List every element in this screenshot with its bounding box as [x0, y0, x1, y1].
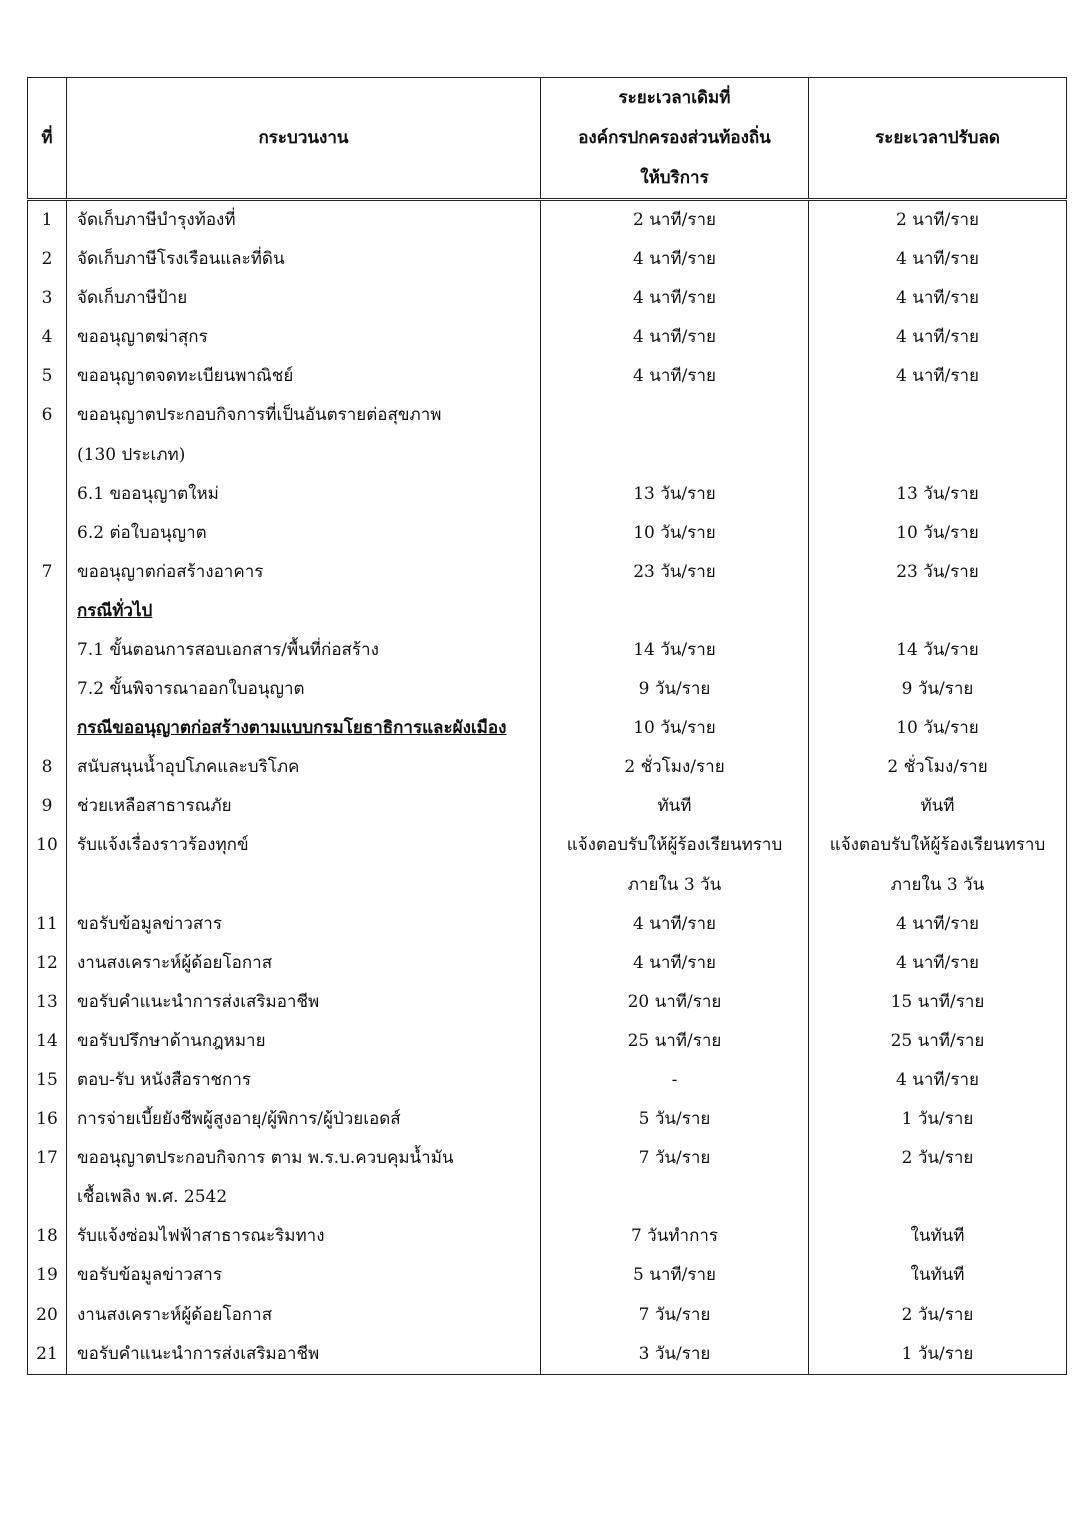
row-number-text: 12	[36, 952, 58, 973]
row-process-text: จัดเก็บภาษีบำรุงท้องที่	[77, 210, 236, 230]
row-reduced-time	[809, 396, 1067, 435]
row-reduced-time-text: 2 วัน/ราย	[901, 1304, 974, 1325]
row-number-text: 17	[36, 1148, 58, 1169]
header-process: กระบวนงาน	[67, 78, 541, 200]
row-original-time-text: -	[671, 1070, 678, 1091]
row-reduced-time	[809, 670, 1067, 709]
row-process-text: ช่วยเหลือสาธารณภัย	[77, 796, 232, 817]
row-process-text: ขออนุญาตประกอบกิจการที่เป็นอันตรายต่อสุขภาพ	[77, 405, 442, 426]
row-original-time-text: 7 วันทำการ	[630, 1226, 719, 1247]
row-original-time	[541, 592, 809, 631]
row-original-time	[541, 318, 809, 357]
row-reduced-time	[809, 592, 1067, 631]
header-original-time	[541, 78, 809, 200]
row-original-time-text: 5 วัน/ราย	[638, 1109, 711, 1130]
row-reduced-time-text: ภายใน 3 วัน	[890, 874, 985, 895]
row-number	[28, 1296, 67, 1335]
row-process-text: ขอรับข้อมูลข่าวสาร	[77, 1265, 222, 1286]
row-reduced-time	[809, 1100, 1067, 1139]
row-reduced-time-text: 4 นาที/ราย	[896, 327, 979, 348]
row-reduced-time	[809, 748, 1067, 787]
row-original-time	[541, 826, 809, 865]
row-reduced-time	[809, 553, 1067, 592]
row-number-text: 21	[36, 1343, 58, 1364]
row-original-time-text: ทันที	[657, 796, 692, 817]
row-reduced-time-text: 2 วัน/ราย	[901, 1148, 974, 1169]
row-original-time	[541, 944, 809, 983]
row-process	[67, 787, 541, 826]
row-original-time	[541, 866, 809, 905]
row-number-text: 20	[36, 1304, 58, 1325]
row-reduced-time-text: 4 นาที/ราย	[896, 366, 979, 387]
table-body	[28, 200, 1067, 1375]
row-reduced-time	[809, 1296, 1067, 1335]
row-reduced-time	[809, 826, 1067, 865]
row-reduced-time	[809, 240, 1067, 279]
row-process	[67, 1296, 541, 1335]
row-process-text: 7.2 ขั้นพิจารณาออกใบอนุญาต	[77, 679, 305, 700]
row-original-time	[541, 1178, 809, 1217]
row-process	[67, 1217, 541, 1256]
row-process	[67, 1178, 541, 1217]
table-row	[28, 983, 1067, 1022]
row-process	[67, 826, 541, 865]
row-number-text: 5	[41, 366, 53, 387]
row-process-text: ขออนุญาตก่อสร้างอาคาร	[77, 561, 264, 582]
row-original-time-text: 10 วัน/ราย	[633, 522, 716, 543]
row-process-text: ตอบ-รับ หนังสือราชการ	[77, 1070, 252, 1091]
row-reduced-time-text: 14 วัน/ราย	[896, 639, 979, 660]
row-reduced-time	[809, 944, 1067, 983]
row-process-text: การจ่ายเบี้ยยังชีพผู้สูงอายุ/ผู้พิการ/ผู้ป่วยเอดส์	[77, 1109, 401, 1130]
row-number	[28, 1256, 67, 1295]
row-reduced-time	[809, 787, 1067, 826]
row-number	[28, 435, 67, 474]
table-row	[28, 709, 1067, 748]
row-original-time-text: 4 นาที/ราย	[633, 249, 716, 270]
row-original-time-text: 10 วัน/ราย	[633, 718, 716, 739]
row-original-time-text: ภายใน 3 วัน	[627, 874, 722, 895]
table-row	[28, 1178, 1067, 1217]
row-process	[67, 1139, 541, 1178]
row-process-text: งานสงเคราะห์ผู้ด้อยโอกาส	[77, 1304, 273, 1325]
row-reduced-time-text: 2 ชั่วโมง/ราย	[887, 757, 988, 778]
row-process-text: ขอรับข้อมูลข่าวสาร	[77, 913, 222, 934]
row-process-text: ขอรับปรึกษาด้านกฎหมาย	[77, 1030, 266, 1051]
row-original-time-text: 3 วัน/ราย	[638, 1343, 711, 1364]
row-original-time-text: 20 นาที/ราย	[627, 991, 722, 1012]
row-original-time	[541, 1022, 809, 1061]
row-number	[28, 905, 67, 944]
row-number-text: 19	[36, 1265, 58, 1286]
table-row	[28, 1100, 1067, 1139]
header-no: ที่	[28, 78, 67, 200]
row-original-time	[541, 670, 809, 709]
row-number-text: 10	[36, 835, 58, 856]
row-process	[67, 866, 541, 905]
table-row	[28, 787, 1067, 826]
row-reduced-time	[809, 1022, 1067, 1061]
row-number	[28, 240, 67, 279]
row-number	[28, 318, 67, 357]
row-original-time-text: 4 นาที/ราย	[633, 288, 716, 309]
row-process	[67, 709, 541, 748]
row-original-time	[541, 787, 809, 826]
row-number-text: 2	[41, 249, 53, 270]
row-number	[28, 748, 67, 787]
row-reduced-time	[809, 866, 1067, 905]
row-number	[28, 1335, 67, 1375]
row-number	[28, 866, 67, 905]
row-reduced-time	[809, 1256, 1067, 1295]
row-number	[28, 631, 67, 670]
row-process	[67, 748, 541, 787]
table-row	[28, 240, 1067, 279]
row-process	[67, 905, 541, 944]
row-process	[67, 553, 541, 592]
table-row	[28, 396, 1067, 435]
row-process-text: รับแจ้งเรื่องราวร้องทุกข์	[77, 835, 249, 856]
row-number	[28, 1061, 67, 1100]
row-process-text: 6.1 ขออนุญาตใหม่	[77, 483, 219, 504]
row-reduced-time-text: 13 วัน/ราย	[896, 483, 979, 504]
row-original-time-text: 13 วัน/ราย	[633, 483, 716, 504]
row-reduced-time	[809, 357, 1067, 396]
row-number	[28, 709, 67, 748]
row-process	[67, 670, 541, 709]
row-reduced-time	[809, 709, 1067, 748]
row-reduced-time	[809, 318, 1067, 357]
table-row	[28, 1256, 1067, 1295]
row-original-time	[541, 709, 809, 748]
row-reduced-time	[809, 200, 1067, 241]
row-process	[67, 631, 541, 670]
row-reduced-time-text: 9 วัน/ราย	[901, 679, 974, 700]
row-reduced-time-text: ทันที	[920, 796, 955, 817]
row-process-text: เชื้อเพลิง พ.ศ. 2542	[77, 1187, 228, 1208]
row-original-time	[541, 279, 809, 318]
row-process	[67, 514, 541, 553]
table-row	[28, 200, 1067, 241]
table-row	[28, 905, 1067, 944]
row-number	[28, 553, 67, 592]
row-original-time	[541, 1256, 809, 1295]
row-reduced-time	[809, 631, 1067, 670]
row-number	[28, 1100, 67, 1139]
row-process	[67, 1335, 541, 1375]
row-number	[28, 475, 67, 514]
row-reduced-time-text: 10 วัน/ราย	[896, 718, 979, 739]
row-original-time	[541, 1335, 809, 1375]
row-number	[28, 944, 67, 983]
row-original-time-text: 14 วัน/ราย	[633, 639, 716, 660]
row-number-text: 9	[41, 796, 53, 817]
row-number-text: 13	[36, 991, 58, 1012]
row-reduced-time-text: 4 นาที/ราย	[896, 1070, 979, 1091]
row-number	[28, 592, 67, 631]
row-reduced-time-text: 1 วัน/ราย	[901, 1109, 974, 1130]
table-row	[28, 514, 1067, 553]
row-original-time-text: 2 นาที/ราย	[633, 210, 716, 230]
row-original-time	[541, 475, 809, 514]
row-original-time	[541, 1139, 809, 1178]
row-reduced-time-text: 4 นาที/ราย	[896, 249, 979, 270]
row-process	[67, 983, 541, 1022]
row-number-text: 8	[41, 757, 53, 778]
table-row	[28, 1061, 1067, 1100]
row-number	[28, 826, 67, 865]
row-process-text: ขออนุญาตประกอบกิจการ ตาม พ.ร.บ.ควบคุมน้ำมัน	[77, 1148, 454, 1169]
row-number	[28, 787, 67, 826]
row-process	[67, 1100, 541, 1139]
table-row	[28, 357, 1067, 396]
row-process-text: กรณีทั่วไป	[77, 600, 153, 621]
row-original-time	[541, 905, 809, 944]
row-original-time-text: 2 ชั่วโมง/ราย	[624, 757, 725, 778]
row-original-time	[541, 357, 809, 396]
row-process-text: ขอรับคำแนะนำการส่งเสริมอาชีพ	[77, 991, 320, 1012]
row-number-text: 7	[41, 561, 53, 582]
row-process	[67, 396, 541, 435]
row-reduced-time-text: 4 นาที/ราย	[896, 913, 979, 934]
row-reduced-time-text: ในทันที	[910, 1265, 965, 1286]
row-process-text: จัดเก็บภาษีโรงเรือนและที่ดิน	[77, 249, 285, 270]
row-original-time	[541, 553, 809, 592]
row-original-time-text: แจ้งตอบรับให้ผู้ร้องเรียนทราบ	[566, 835, 783, 856]
service-time-table	[27, 77, 1067, 1375]
row-reduced-time	[809, 475, 1067, 514]
row-original-time	[541, 240, 809, 279]
table-row	[28, 1335, 1067, 1375]
table-row	[28, 553, 1067, 592]
row-process	[67, 357, 541, 396]
row-process-text: ขอรับคำแนะนำการส่งเสริมอาชีพ	[77, 1343, 320, 1364]
row-number-text: 4	[41, 327, 53, 348]
table-row	[28, 748, 1067, 787]
row-reduced-time	[809, 1061, 1067, 1100]
row-number-text: 16	[36, 1109, 58, 1130]
row-process-text: ขออนุญาตจดทะเบียนพาณิชย์	[77, 366, 294, 387]
row-reduced-time-text: แจ้งตอบรับให้ผู้ร้องเรียนทราบ	[829, 835, 1046, 856]
row-original-time	[541, 514, 809, 553]
row-process	[67, 279, 541, 318]
row-reduced-time-text: 10 วัน/ราย	[896, 522, 979, 543]
row-process	[67, 240, 541, 279]
row-original-time	[541, 1100, 809, 1139]
row-reduced-time	[809, 279, 1067, 318]
row-reduced-time-text: 4 นาที/ราย	[896, 952, 979, 973]
row-reduced-time-text: 1 วัน/ราย	[901, 1343, 974, 1364]
row-number	[28, 1217, 67, 1256]
row-process	[67, 944, 541, 983]
row-original-time-text: 5 นาที/ราย	[633, 1265, 716, 1286]
row-reduced-time-text: 25 นาที/ราย	[890, 1030, 985, 1051]
row-number	[28, 1139, 67, 1178]
table-header-row	[28, 78, 1067, 200]
row-reduced-time-text: 15 นาที/ราย	[890, 991, 985, 1012]
row-reduced-time	[809, 435, 1067, 474]
row-reduced-time	[809, 1139, 1067, 1178]
row-original-time	[541, 1296, 809, 1335]
row-reduced-time	[809, 1335, 1067, 1375]
row-original-time-text: 23 วัน/ราย	[633, 561, 716, 582]
table-row	[28, 318, 1067, 357]
row-original-time	[541, 631, 809, 670]
row-number	[28, 1022, 67, 1061]
table-row	[28, 592, 1067, 631]
table-row	[28, 1217, 1067, 1256]
table-row	[28, 435, 1067, 474]
row-number	[28, 670, 67, 709]
table-row	[28, 279, 1067, 318]
row-original-time-text: 4 นาที/ราย	[633, 327, 716, 348]
row-original-time-text: 4 นาที/ราย	[633, 913, 716, 934]
row-process	[67, 1022, 541, 1061]
header-original-line2: องค์กรปกครองส่วนท้องถิ่น	[578, 128, 771, 148]
row-number	[28, 514, 67, 553]
row-reduced-time	[809, 1217, 1067, 1256]
row-original-time	[541, 200, 809, 241]
row-process-text: (130 ประเภท)	[77, 444, 186, 465]
row-reduced-time-text: 2 นาที/ราย	[896, 210, 979, 230]
row-original-time-text: 25 นาที/ราย	[627, 1030, 722, 1051]
row-process-text: 6.2 ต่อใบอนุญาต	[77, 522, 207, 543]
row-number	[28, 1178, 67, 1217]
row-number-text: 1	[41, 210, 53, 230]
row-reduced-time	[809, 1178, 1067, 1217]
row-number-text: 15	[36, 1070, 58, 1091]
row-original-time	[541, 435, 809, 474]
row-original-time-text: 7 วัน/ราย	[638, 1304, 711, 1325]
row-reduced-time	[809, 514, 1067, 553]
row-original-time-text: 4 นาที/ราย	[633, 952, 716, 973]
table-row	[28, 1296, 1067, 1335]
row-original-time	[541, 396, 809, 435]
header-original-line3: ให้บริการ	[640, 168, 709, 188]
row-process	[67, 1061, 541, 1100]
row-process	[67, 475, 541, 514]
row-original-time	[541, 1061, 809, 1100]
row-process-text: กรณีขออนุญาตก่อสร้างตามแบบกรมโยธาธิการและผังเมือง	[77, 718, 507, 739]
table-row	[28, 475, 1067, 514]
row-process	[67, 435, 541, 474]
row-process	[67, 1256, 541, 1295]
row-process-text: สนับสนุนน้ำอุปโภคและบริโภค	[77, 757, 300, 778]
row-process	[67, 592, 541, 631]
table-row	[28, 631, 1067, 670]
table-row	[28, 826, 1067, 865]
row-number	[28, 279, 67, 318]
table-row	[28, 1022, 1067, 1061]
row-number	[28, 396, 67, 435]
header-reduced-time: ระยะเวลาปรับลด	[809, 78, 1067, 200]
row-process	[67, 200, 541, 241]
table-row	[28, 944, 1067, 983]
row-number	[28, 200, 67, 241]
row-number	[28, 983, 67, 1022]
row-reduced-time-text: ในทันที	[910, 1226, 965, 1247]
row-original-time	[541, 748, 809, 787]
row-original-time-text: 7 วัน/ราย	[638, 1148, 711, 1169]
row-reduced-time	[809, 983, 1067, 1022]
row-number-text: 3	[41, 288, 53, 309]
row-number-text: 18	[36, 1226, 58, 1247]
row-original-time-text: 9 วัน/ราย	[638, 679, 711, 700]
row-number-text: 14	[36, 1030, 58, 1051]
row-reduced-time	[809, 905, 1067, 944]
row-process-text: ขออนุญาตฆ่าสุกร	[77, 327, 208, 348]
row-process-text: จัดเก็บภาษีป้าย	[77, 288, 188, 309]
row-number-text: 11	[36, 913, 58, 934]
row-process-text: รับแจ้งซ่อมไฟฟ้าสาธารณะริมทาง	[77, 1226, 325, 1247]
header-original-line1: ระยะเวลาเดิมที่	[618, 88, 731, 108]
row-reduced-time-text: 23 วัน/ราย	[896, 561, 979, 582]
row-number-text: 6	[41, 405, 53, 426]
table-row	[28, 866, 1067, 905]
row-reduced-time-text: 4 นาที/ราย	[896, 288, 979, 309]
row-process-text: 7.1 ขั้นตอนการสอบเอกสาร/พื้นที่ก่อสร้าง	[77, 639, 379, 660]
table-row	[28, 670, 1067, 709]
row-number	[28, 357, 67, 396]
row-process-text: งานสงเคราะห์ผู้ด้อยโอกาส	[77, 952, 273, 973]
row-original-time	[541, 1217, 809, 1256]
row-process	[67, 318, 541, 357]
row-original-time	[541, 983, 809, 1022]
row-original-time-text: 4 นาที/ราย	[633, 366, 716, 387]
table-row	[28, 1139, 1067, 1178]
